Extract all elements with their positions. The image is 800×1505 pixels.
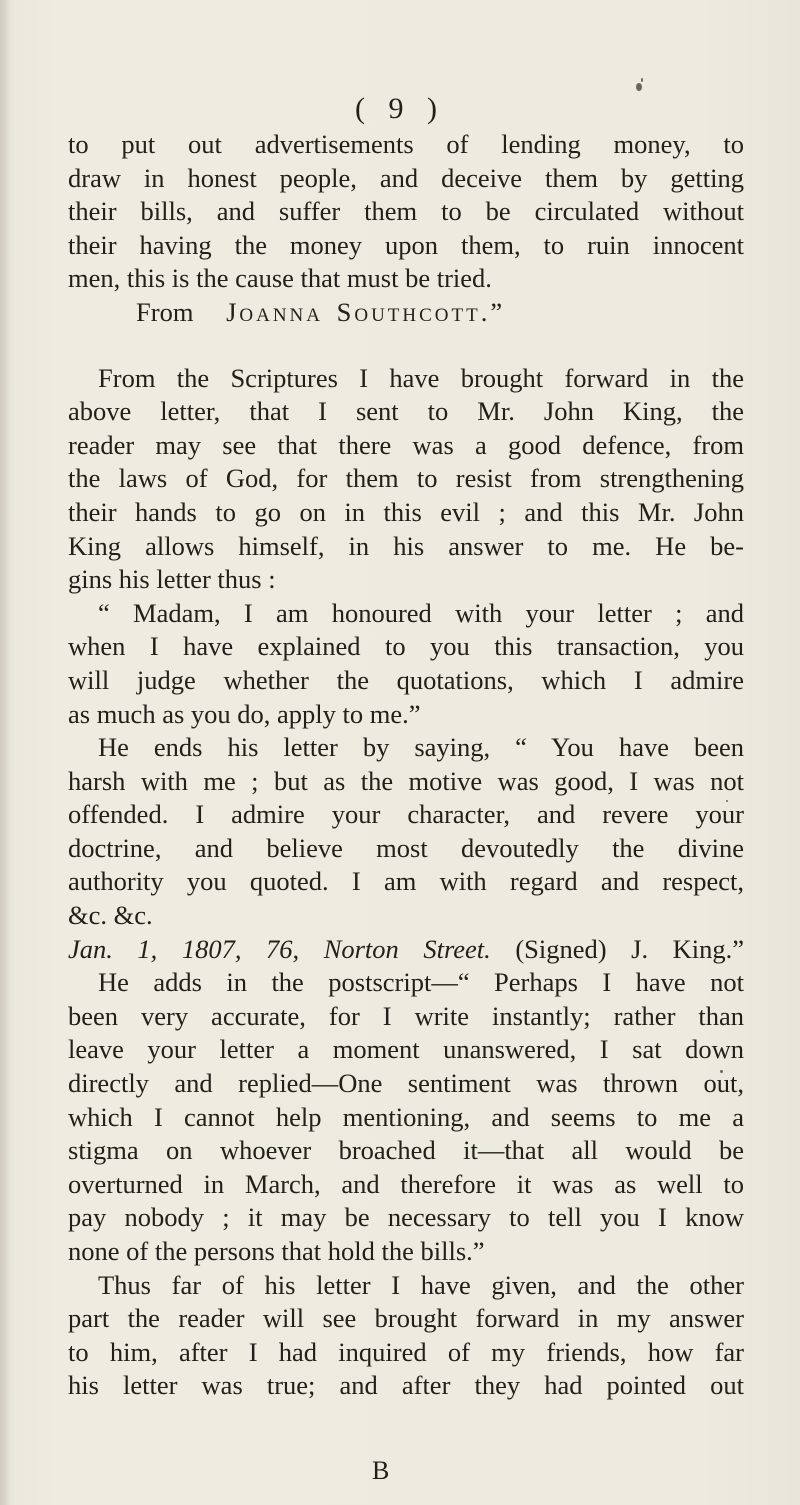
text-line: pay nobody ; it may be necessary to tell you I know — [68, 1202, 744, 1233]
text-line: directly and replied—One sentiment was thrown out, — [68, 1068, 744, 1099]
text-line: authority you quoted. I am with regard and respect, — [68, 866, 744, 897]
text-line: Thus far of his letter I have given, and the other — [98, 1269, 744, 1300]
signoff-date: Jan. 1, 1807, 76, — [68, 933, 300, 964]
text-line: King allows himself, in his answer to me. He be- — [68, 530, 744, 561]
text-line: which I cannot help mentioning, and seems to me a — [68, 1101, 744, 1132]
signoff-signed: (Signed) J. King.” — [515, 933, 745, 964]
text-line: doctrine, and believe most devoutedly the divine — [68, 832, 744, 863]
text-line: He ends his letter by saying, “ You have been — [98, 732, 744, 763]
text-line: He adds in the postscript—“ Perhaps I have not — [98, 967, 744, 998]
text-line: to put out advertisements of lending money, to — [68, 129, 744, 159]
paragraph-scriptures — [68, 362, 744, 597]
text-line: part the reader will see brought forward in my answer — [68, 1303, 744, 1334]
text-line: when I have explained to you this transaction, you — [68, 631, 744, 662]
paragraph-gap — [68, 330, 744, 362]
text-line: “ Madam, I am honoured with your letter ; and — [98, 597, 744, 628]
paragraph-thus-far — [68, 1269, 744, 1403]
text-line: will judge whether the quotations, which I admire — [68, 664, 744, 695]
text-line: &c. &c. — [68, 900, 153, 931]
signature-joanna — [68, 296, 744, 330]
signoff-address: Norton Street. — [323, 933, 491, 964]
text-line: gins his letter thus : — [68, 564, 276, 595]
text-line: been very accurate, for I write instantly; rather than — [68, 1000, 744, 1031]
signature-mark: B — [372, 1456, 390, 1485]
text-line: to him, after I had inquired of my friends, how far — [68, 1336, 744, 1367]
paragraph-ends-letter — [68, 731, 744, 933]
text-line: their hands to go on in this evil ; and this Mr. John — [68, 496, 744, 527]
text-line: stigma on whoever broached it—that all would be — [68, 1135, 744, 1166]
page-gutter-shadow — [0, 0, 10, 1505]
text-line: offended. I admire your character, and revere your — [68, 799, 744, 830]
body-text — [68, 128, 744, 1403]
page-number: ( 9 ) — [355, 92, 445, 125]
paragraph-advertisements — [68, 128, 744, 296]
text-line: as much as you do, apply to me.” — [68, 698, 421, 729]
text-line: the laws of God, for them to resist from strengthening — [68, 463, 744, 494]
text-line: above letter, that I sent to Mr. John King, the — [68, 396, 744, 427]
paragraph-postscript — [68, 966, 744, 1268]
text-line: leave your letter a moment unanswered, I sat down — [68, 1034, 744, 1065]
text-line: harsh with me ; but as the motive was good, I was not — [68, 765, 744, 796]
text-line: none of the persons that hold the bills.” — [68, 1236, 485, 1266]
text-line: draw in honest people, and deceive them by getting — [68, 162, 744, 193]
text-line: reader may see that there was a good defence, from — [68, 429, 744, 460]
king-signoff — [68, 933, 744, 967]
text-line: their having the money upon them, to ruin innocent — [68, 229, 744, 260]
text-line: men, this is the cause that must be tried. — [68, 263, 492, 294]
signature-name: Joanna Southcott.” — [226, 296, 506, 327]
paragraph-madam — [68, 597, 744, 731]
text-line: his letter was true; and after they had pointed out — [68, 1370, 744, 1401]
text-line: overturned in March, and therefore it was as well to — [68, 1168, 744, 1199]
text-line: From the Scriptures I have brought forward in the — [98, 362, 744, 393]
text-line: their bills, and suffer them to be circulated without — [68, 196, 744, 227]
signature-from-label: From — [136, 296, 194, 327]
